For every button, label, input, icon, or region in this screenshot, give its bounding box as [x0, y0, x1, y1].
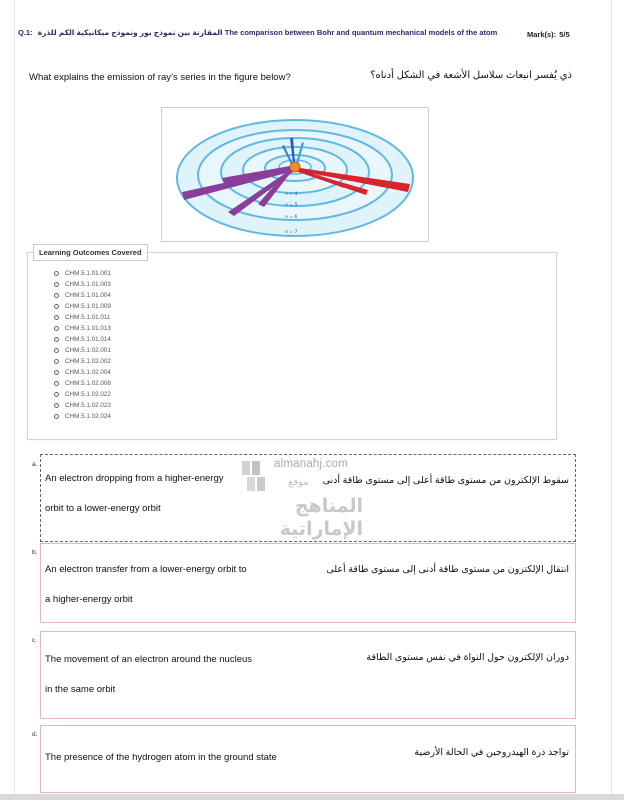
- option-letter: b.: [32, 549, 38, 556]
- learning-outcome-code: CHM.5.1.02.023: [65, 402, 111, 409]
- bullet-icon: [54, 271, 59, 276]
- bottom-bar: [0, 794, 624, 800]
- learning-outcomes-list: [54, 268, 111, 422]
- bullet-icon: [54, 326, 59, 331]
- learning-outcome-item: [54, 290, 111, 301]
- watermark-line-1: موقع: [288, 477, 309, 488]
- learning-outcome-code: CHM.5.1.02.022: [65, 391, 111, 398]
- bullet-icon: [54, 293, 59, 298]
- learning-outcome-item: [54, 378, 111, 389]
- learning-outcome-code: CHM.5.1.01.004: [65, 292, 111, 299]
- bullet-icon: [54, 370, 59, 375]
- learning-outcome-code: CHM.5.1.01.003: [65, 281, 111, 288]
- answer-option-a[interactable]: [40, 454, 576, 542]
- option-text-ar: دوران الإلكترون حول النواة في نفس مستوى الطاقة: [366, 652, 569, 663]
- learning-outcome-item: [54, 411, 111, 422]
- learning-outcome-item: [54, 367, 111, 378]
- learning-outcome-code: CHM.5.1.01.009: [65, 303, 111, 310]
- learning-outcomes-title: Learning Outcomes Covered: [33, 244, 148, 261]
- learning-outcome-code: CHM.5.1.02.004: [65, 369, 111, 376]
- bullet-icon: [54, 282, 59, 287]
- bullet-icon: [54, 359, 59, 364]
- bullet-icon: [54, 414, 59, 419]
- bullet-icon: [54, 315, 59, 320]
- bullet-icon: [54, 337, 59, 342]
- mark-indicator: [527, 30, 570, 39]
- option-text-en-line2: in the same orbit: [45, 684, 116, 695]
- learning-outcome-code: CHM.5.1.01.001: [65, 270, 111, 277]
- option-text-ar: انتقال الإلكترون من مستوى طاقة أدنى إلى مستوى طاقة أعلى: [326, 564, 569, 575]
- option-text-ar: تواجد ذرة الهيدروجين في الحالة الأرضية: [414, 747, 569, 758]
- watermark-line-2: المناهج الإماراتية: [279, 496, 363, 540]
- question-number: Q.1:: [18, 28, 33, 37]
- mark-label: Mark(s):: [527, 30, 557, 39]
- learning-outcome-item: [54, 389, 111, 400]
- learning-outcome-item: [54, 400, 111, 411]
- orbit-label-n4: n = 4: [285, 192, 298, 197]
- answer-option-b[interactable]: [40, 543, 576, 623]
- learning-outcome-item: [54, 356, 111, 367]
- learning-outcome-item: [54, 301, 111, 312]
- bullet-icon: [54, 348, 59, 353]
- bohr-atom-diagram: [162, 108, 428, 241]
- learning-outcome-item: [54, 279, 111, 290]
- nucleus: [290, 162, 300, 172]
- question-text-en: What explains the emission of ray’s series in the figure below?: [29, 72, 291, 83]
- learning-outcome-code: CHM.5.1.02.008: [65, 380, 111, 387]
- bullet-icon: [54, 381, 59, 386]
- orbit-label-n3: n = 3: [306, 171, 319, 176]
- orbit-label-n6: n = 6: [285, 215, 298, 220]
- answer-option-c[interactable]: [40, 631, 576, 719]
- learning-outcome-code: CHM.5.1.01.014: [65, 336, 111, 343]
- option-text-en: An electron transfer from a lower-energy orbit to: [45, 564, 247, 575]
- question-title-ar: المقارنة بين نموذج بور ونموذج ميكانيكية الكم للذرة: [37, 28, 223, 37]
- watermark-site-text: almanahj.com: [274, 458, 348, 470]
- question-title-en: The comparison between Bohr and quantum mechanical models of the atom: [224, 28, 498, 37]
- option-letter: a.: [32, 461, 38, 468]
- learning-outcome-item: [54, 345, 111, 356]
- mark-value: 5/5: [559, 30, 570, 39]
- learning-outcome-code: CHM.5.1.02.001: [65, 347, 111, 354]
- learning-outcome-code: CHM.5.1.01.011: [65, 314, 111, 321]
- option-text-en: An electron dropping from a higher-energy: [45, 473, 224, 484]
- learning-outcome-item: [54, 323, 111, 334]
- bullet-icon: [54, 304, 59, 309]
- question-header: [18, 28, 497, 37]
- option-text-en-line2: orbit to a lower-energy orbit: [45, 503, 161, 514]
- option-text-en: The movement of an electron around the nucleus: [45, 654, 253, 665]
- option-text-ar: سقوط الإلكترون من مستوى طاقة أعلى إلى مستوى طاقة أدنى: [322, 475, 569, 486]
- orbit-label-n5: n = 5: [285, 203, 298, 208]
- question-text-ar: ذي يُفسر انبعاث سلاسل الأشعة في الشكل أدناه؟: [370, 70, 572, 81]
- option-letter: d.: [32, 731, 38, 738]
- bullet-icon: [54, 392, 59, 397]
- learning-outcome-item: [54, 268, 111, 279]
- answer-option-d[interactable]: [40, 725, 576, 793]
- learning-outcome-code: CHM.5.1.02.024: [65, 413, 111, 420]
- option-text-en: The presence of the hydrogen atom in the ground state: [45, 752, 277, 763]
- learning-outcome-code: CHM.5.1.01.013: [65, 325, 111, 332]
- learning-outcome-item: [54, 334, 111, 345]
- bullet-icon: [54, 403, 59, 408]
- learning-outcome-code: CHM.5.1.02.002: [65, 358, 111, 365]
- learning-outcome-item: [54, 312, 111, 323]
- orbit-label-n7: n = 7: [285, 230, 298, 235]
- atom-figure: [161, 107, 429, 242]
- option-text-en-line2: a higher-energy orbit: [45, 594, 133, 605]
- option-letter: c.: [32, 637, 38, 644]
